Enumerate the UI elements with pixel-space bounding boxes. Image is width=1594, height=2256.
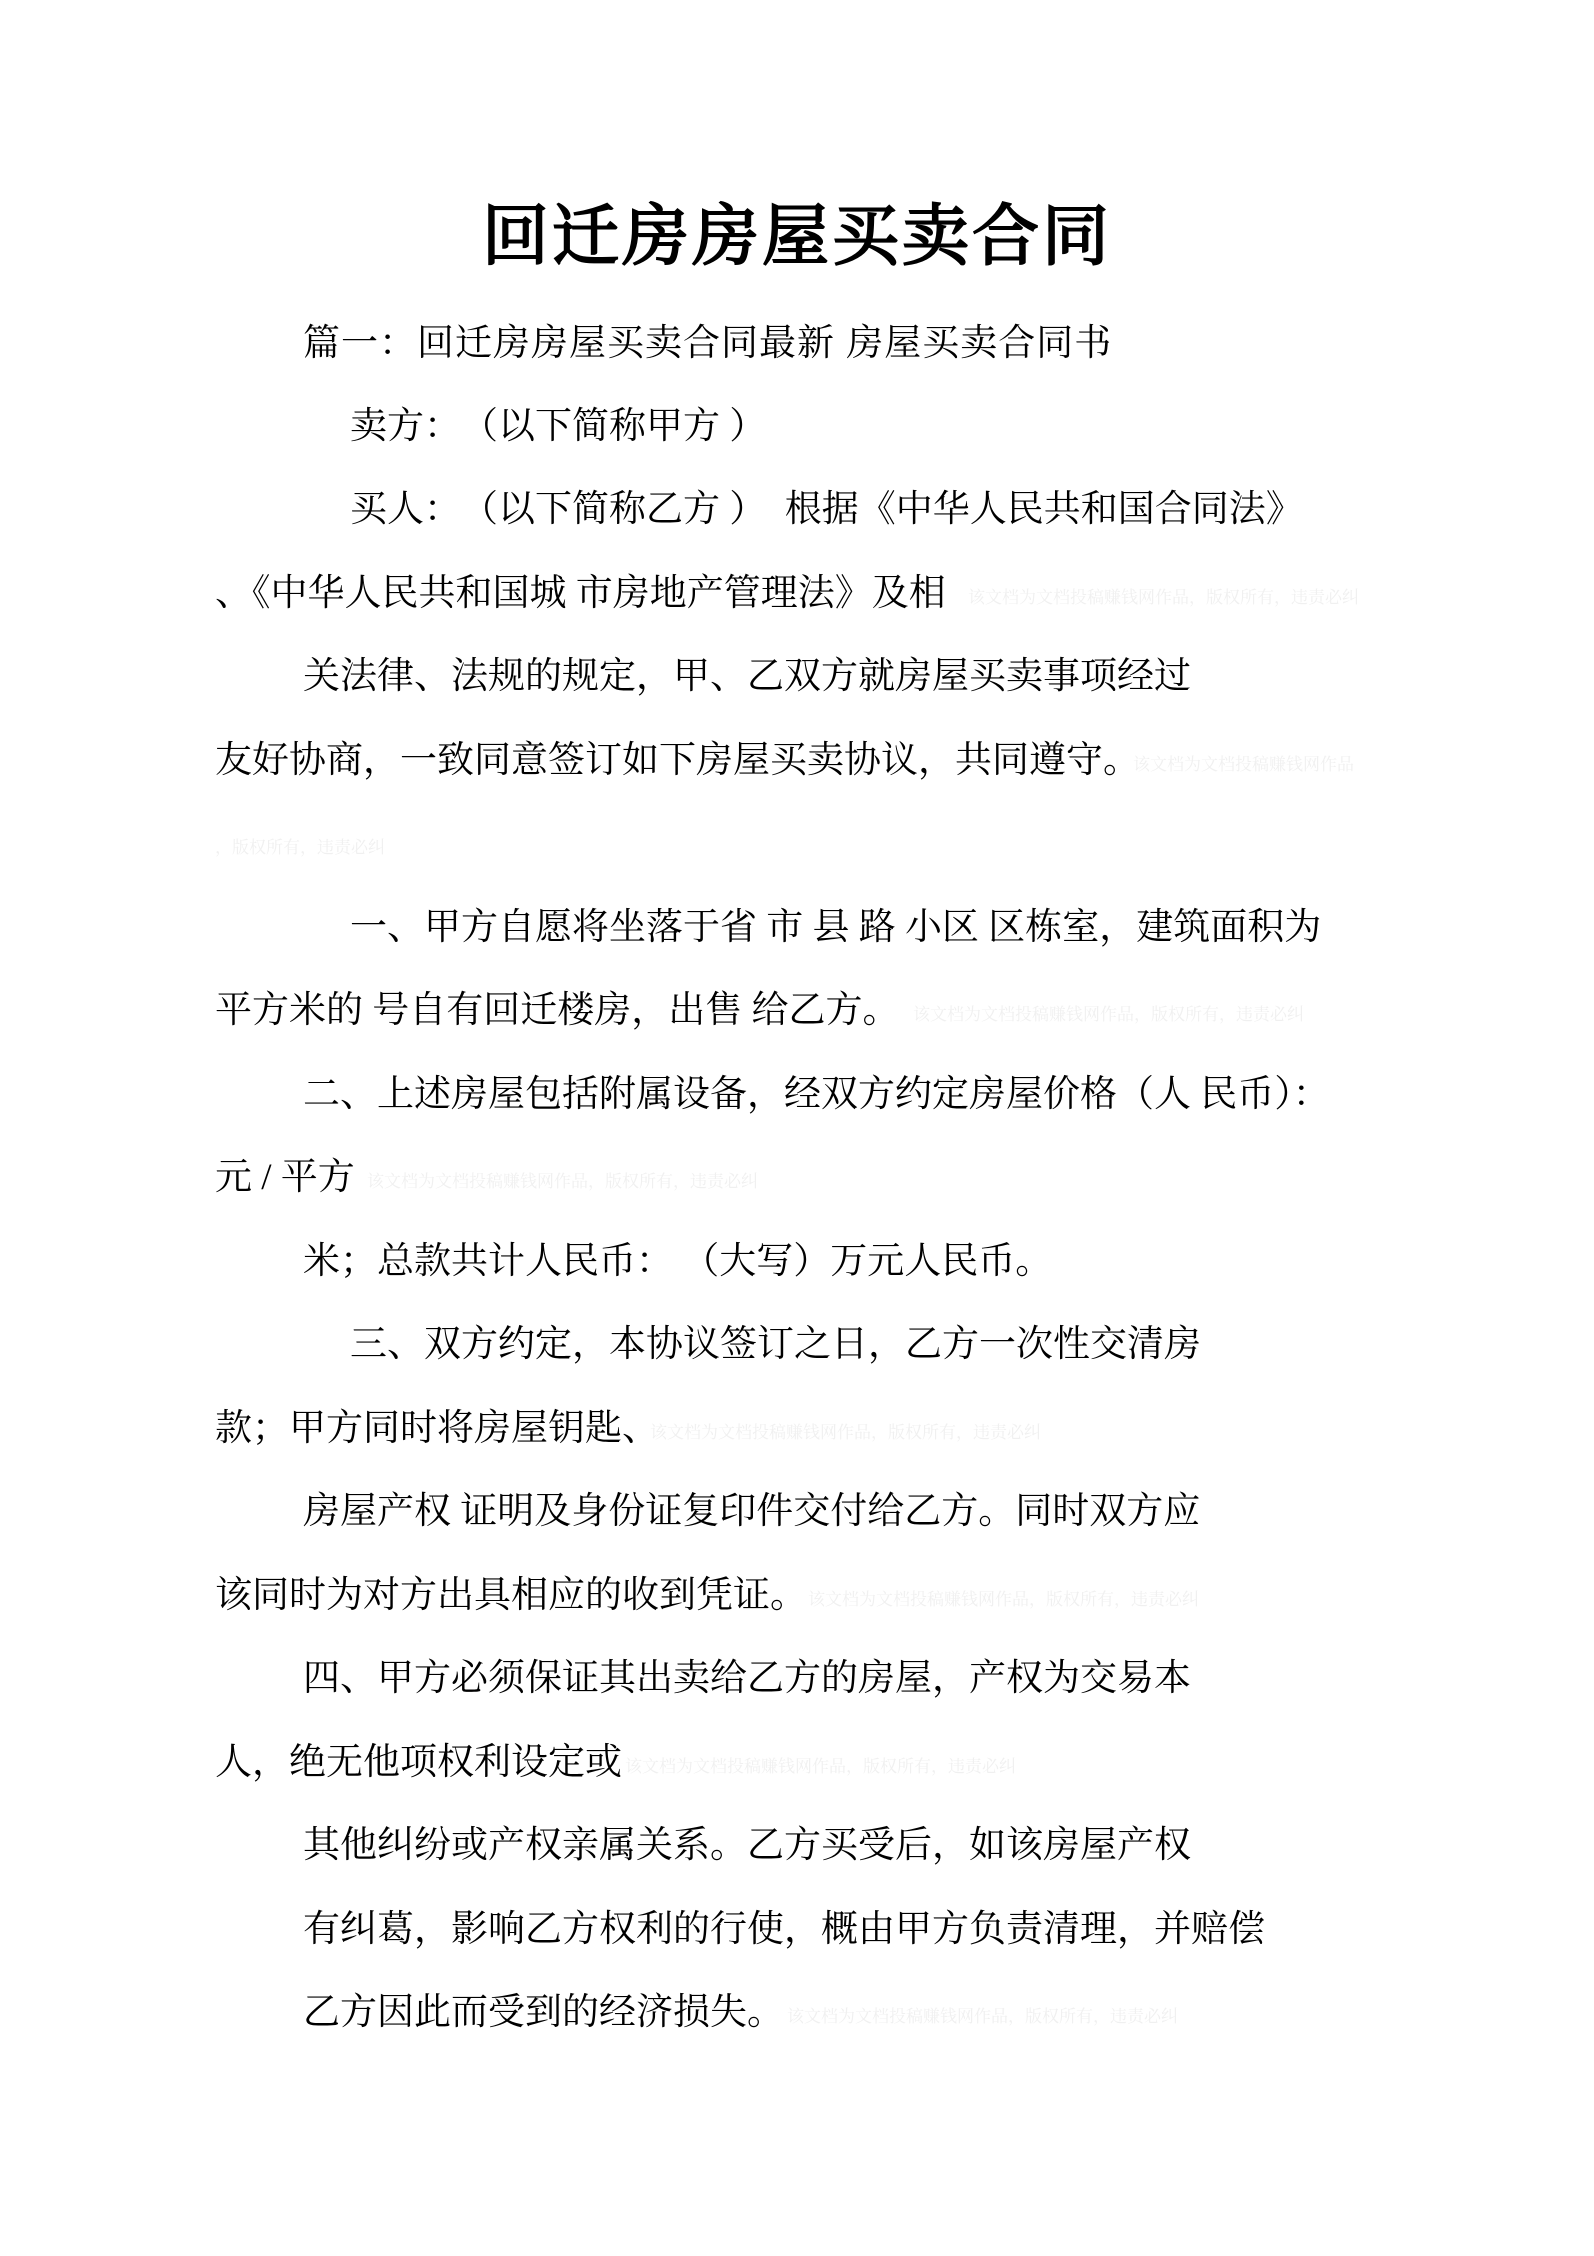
text-line	[0, 573, 1594, 633]
line-text: 四、甲方必须保证其出卖给乙方的房屋，产权为交易本	[303, 1658, 1191, 1699]
watermark-text: 该文档为文档投稿赚钱网作品，版权所有，违责必纠	[787, 2007, 1178, 2026]
line-text: 、《中华人民共和国城 市房地产管理法》及相	[215, 572, 946, 614]
text-line	[0, 1992, 1594, 2052]
text-line	[0, 1825, 1594, 1885]
text-line	[0, 1491, 1594, 1551]
line-text: 三、双方约定，本协议签订之日，乙方一次性交清房	[350, 1324, 1201, 1365]
text-line	[0, 990, 1594, 1050]
watermark-text: 该文档为文档投稿赚钱网作品，版权所有，违责必纠	[913, 1005, 1304, 1024]
watermark-text: ，版权所有，违责必纠	[215, 838, 385, 857]
text-line	[0, 907, 1594, 967]
line-text: 友好协商，一致同意签订如下房屋买卖协议，共同遵守。	[215, 739, 1140, 781]
line-text: 一、甲方自愿将坐落于省 市 县 路 小区 区栋室，建筑面积为	[350, 906, 1322, 948]
document-title: 回迁房房屋买卖合同	[482, 199, 1112, 274]
line-text: 买人： （以下简称乙方 ） 根据《中华人民共和国合同法》	[350, 489, 1303, 530]
line-text: 米；总款共计人民币： （大写）万元人民币。	[303, 1240, 1053, 1282]
text-line	[0, 1742, 1594, 1802]
line-text: 篇一：回迁房房屋买卖合同最新 房屋买卖合同书	[303, 322, 1113, 363]
section-heading-line	[0, 322, 1594, 382]
text-line	[0, 406, 1594, 466]
text-line	[0, 1241, 1594, 1301]
line-text: 平方米的 号自有回迁楼房，出售 给乙方。	[215, 990, 900, 1031]
watermark-text: 该文档为文档投稿赚钱网作品，版权所有，违责必纠	[650, 1422, 1041, 1442]
text-line	[0, 1575, 1594, 1635]
line-text: 其他纠纷或产权亲属关系。乙方买受后，如该房屋产权	[303, 1825, 1191, 1866]
text-line	[0, 740, 1594, 800]
text-line	[0, 1074, 1594, 1134]
line-text: 乙方因此而受到的经济损失。	[303, 1992, 784, 2033]
line-text: 关法律、法规的规定，甲、乙双方就房屋买卖事项经过	[303, 656, 1191, 697]
text-line	[0, 823, 1594, 883]
line-text: 二、上述房屋包括附属设备，经双方约定房屋价格（人 民币）：	[303, 1073, 1330, 1115]
line-text: 款；甲方同时将房屋钥匙、	[215, 1407, 659, 1449]
watermark-text: 该文档为文档投稿赚钱网作品，版权所有，违责必纠	[625, 1756, 1016, 1776]
watermark-text: 该文档为文档投稿赚钱网作品，版权所有，违责必纠	[808, 1589, 1199, 1609]
text-line	[0, 489, 1594, 549]
watermark-text: 该文档为文档投稿赚钱网作品	[1133, 754, 1354, 774]
line-text: 卖方： （以下简称甲方 ）	[350, 405, 767, 447]
text-line	[0, 1658, 1594, 1718]
line-text: 人，绝无他项权利设定或	[215, 1741, 622, 1783]
text-line	[0, 656, 1594, 716]
text-line	[0, 1909, 1594, 1969]
text-line	[0, 1324, 1594, 1384]
text-line	[0, 1157, 1594, 1217]
watermark-text: 该文档为文档投稿赚钱网作品，版权所有，违责必纠	[968, 587, 1359, 607]
watermark-text: 该文档为文档投稿赚钱网作品，版权所有，违责必纠	[367, 1172, 758, 1191]
line-text: 有纠葛，影响乙方权利的行使，概由甲方负责清理，并赔偿	[303, 1908, 1265, 1950]
line-text: 元 / 平方	[215, 1157, 355, 1198]
line-text: 房屋产权 证明及身份证复印件交付给乙方。同时双方应	[303, 1491, 1201, 1532]
text-line	[0, 1408, 1594, 1468]
line-text: 该同时为对方出具相应的收到凭证。	[215, 1574, 807, 1616]
